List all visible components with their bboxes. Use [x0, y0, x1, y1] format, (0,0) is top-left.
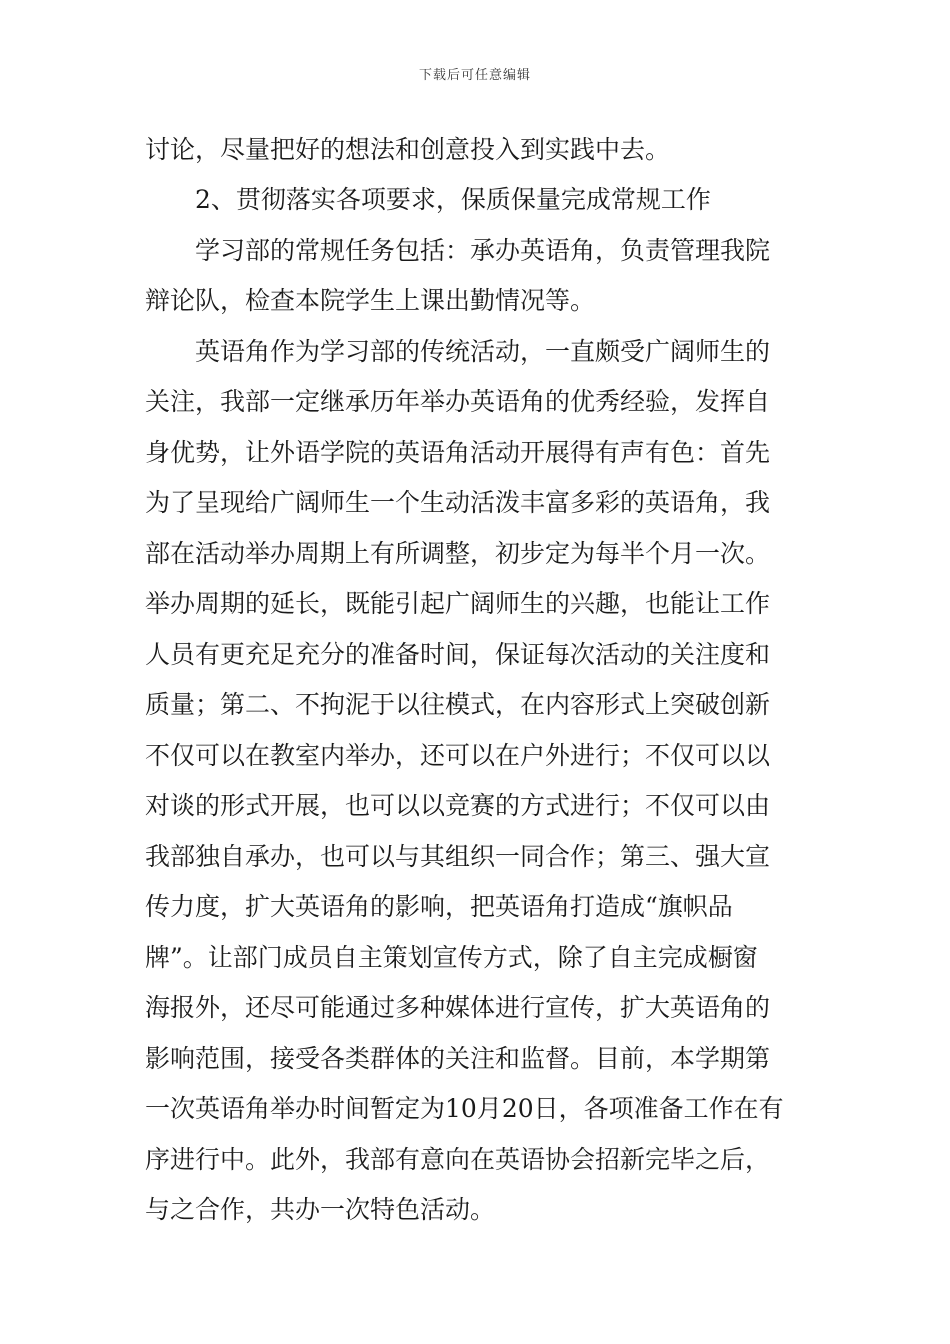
text-line: 我部独自承办，也可以与其组织一同合作；第三、强大宣 [145, 842, 771, 871]
text-line: 讨论，尽量把好的想法和创意投入到实践中去。 [145, 135, 671, 164]
text-line: 影响范围，接受各类群体的关注和监督。目前，本学期第 [145, 1044, 771, 1073]
text-line: 身优势，让外语学院的英语角活动开展得有声有色：首先 [145, 438, 771, 467]
text-line: 不仅可以在教室内举办，还可以在户外进行；不仅可以以 [145, 741, 771, 770]
text-line: 关注，我部一定继承历年举办英语角的优秀经验，发挥自 [145, 387, 771, 416]
text-line: 一次英语角举办时间暂定为10月20日，各项准备工作在有 [145, 1094, 784, 1123]
text-line: 与之合作，共办一次特色活动。 [145, 1195, 496, 1224]
text-line: 牌”。让部门成员自主策划宣传方式，除了自主完成橱窗 [145, 943, 758, 972]
text-line: 人员有更充足充分的准备时间，保证每次活动的关注度和 [145, 640, 771, 669]
text-line: 对谈的形式开展，也可以以竞赛的方式进行；不仅可以由 [145, 791, 771, 820]
text-line: 学习部的常规任务包括：承办英语角，负责管理我院 [195, 236, 771, 265]
text-line: 传力度，扩大英语角的影响，把英语角打造成“旗帜品 [145, 892, 733, 921]
text-line: 海报外，还尽可能通过多种媒体进行宣传，扩大英语角的 [145, 993, 771, 1022]
text-line: 英语角作为学习部的传统活动，一直颇受广阔师生的 [195, 337, 771, 366]
text-line: 序进行中。此外，我部有意向在英语协会招新完毕之后， [145, 1145, 771, 1174]
text-line: 质量；第二、不拘泥于以往模式，在内容形式上突破创新 [145, 690, 771, 719]
text-line: 举办周期的延长，既能引起广阔师生的兴趣，也能让工作 [145, 589, 771, 618]
page-header: 下载后可任意编辑 [418, 68, 531, 83]
text-line: 部在活动举办周期上有所调整，初步定为每半个月一次。 [145, 539, 771, 568]
text-line: 为了呈现给广阔师生一个生动活泼丰富多彩的英语角，我 [145, 488, 771, 517]
text-line: 辩论队，检查本院学生上课出勤情况等。 [145, 286, 596, 315]
section-heading: 2、贯彻落实各项要求，保质保量完成常规工作 [195, 185, 711, 214]
